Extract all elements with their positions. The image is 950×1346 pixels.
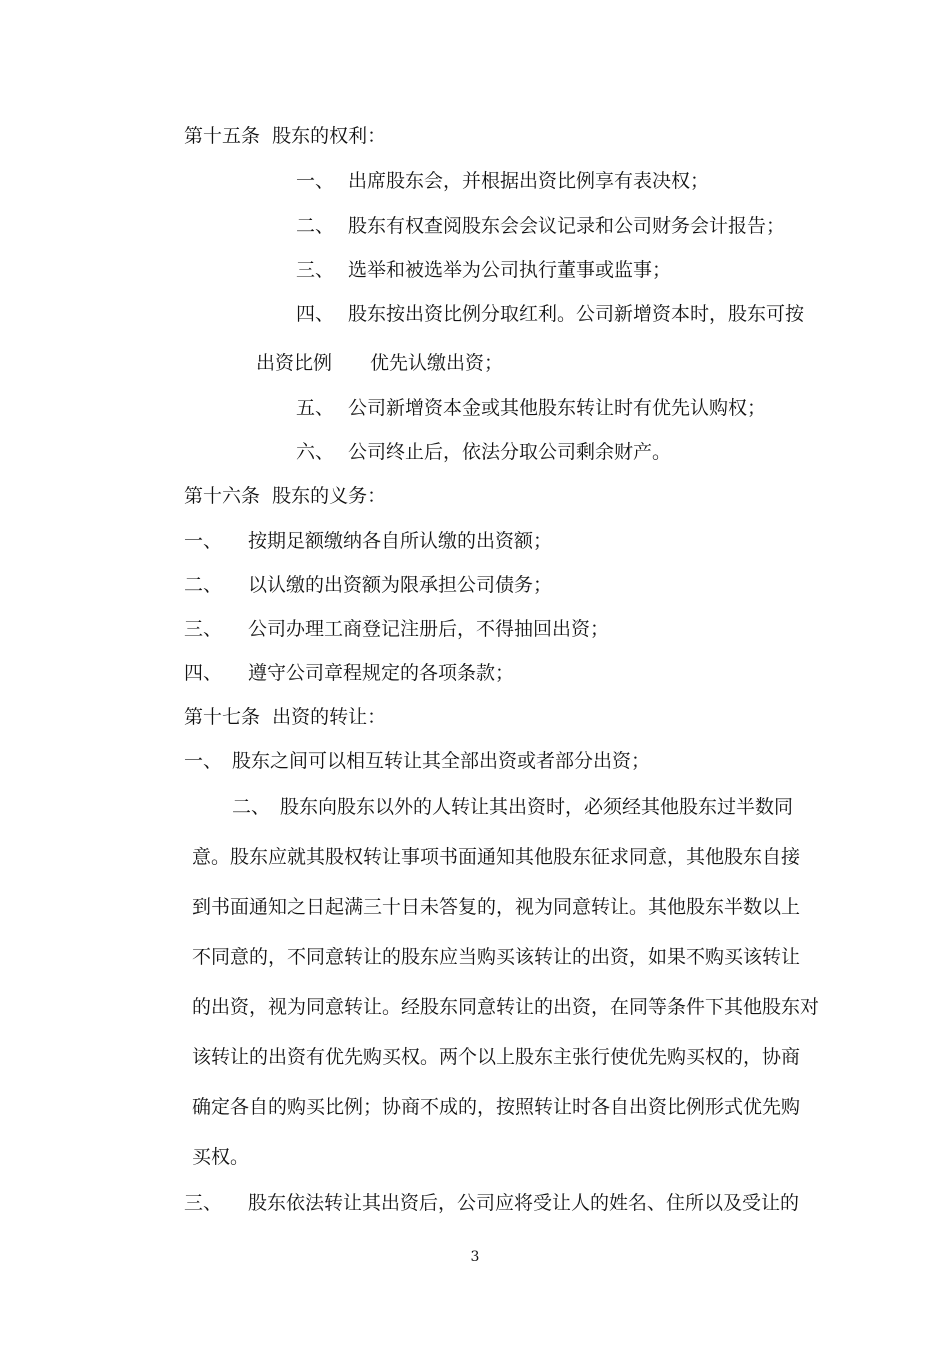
item-text: 公司终止后，依法分取公司剩余财产。 — [348, 441, 672, 463]
page-number: 3 — [470, 1249, 480, 1265]
article-17-item-2-line-4: 不同意的，不同意转让的股东应当购买该转让的出资，如果不购买该转让 — [192, 946, 801, 968]
item-text: 选举和被选举为公司执行董事或监事； — [348, 259, 672, 281]
item-text: 公司办理工商登记注册后，不得抽回出资； — [248, 618, 610, 640]
article-17-title: 第十七条 出资的转让： — [184, 706, 387, 728]
article-17-item-2-line-8: 买权。 — [192, 1146, 250, 1168]
item-number: 四、 — [184, 662, 223, 684]
article-16-title: 第十六条 股东的义务： — [184, 485, 387, 507]
article-17-item-2-line-7: 确定各自的购买比例；协商不成的，按照转让时各自出资比例形式优先购 — [192, 1096, 801, 1118]
continuation-part-a: 出资比例 — [256, 352, 333, 374]
item-text: 按期足额缴纳各自所认缴的出资额； — [248, 530, 553, 552]
article-17-item-2-line-6: 该转让的出资有优先购买权。两个以上股东主张行使优先购买权的，协商 — [192, 1046, 801, 1068]
item-number: 一、 — [184, 530, 223, 552]
article-15-title: 第十五条 股东的权利： — [184, 125, 387, 147]
item-number: 一、 — [296, 170, 335, 192]
item-number: 三、 — [184, 1192, 223, 1214]
continuation-part-b: 优先认缴出资； — [370, 352, 504, 374]
article-17-item-2-line-1 — [232, 795, 793, 819]
article-16-item-2 — [184, 573, 552, 597]
item-text: 遵守公司章程规定的各项条款； — [248, 662, 515, 684]
article-17-item-2-line-5: 的出资，视为同意转让。经股东同意转让的出资，在同等条件下其他股东对 — [192, 996, 820, 1018]
item-number: 二、 — [184, 574, 223, 596]
article-15-item-1 — [296, 169, 709, 193]
item-text: 以认缴的出资额为限承担公司债务； — [248, 574, 553, 596]
article-17-item-2-line-3: 到书面通知之日起满三十日未答复的，视为同意转让。其他股东半数以上 — [192, 896, 801, 918]
item-number: 五、 — [296, 397, 335, 419]
article-16-item-3 — [184, 617, 609, 641]
item-number: 四、 — [296, 303, 335, 325]
article-15-item-5 — [296, 396, 766, 420]
item-text: 公司新增资本金或其他股东转让时有优先认购权； — [348, 397, 767, 419]
article-15-item-2 — [296, 214, 785, 238]
item-text: 股东向股东以外的人转让其出资时，必须经其他股东过半数同 — [280, 796, 794, 818]
item-number: 二、 — [296, 215, 335, 237]
article-16-item-4 — [184, 661, 514, 685]
article-17-item-3 — [184, 1191, 799, 1215]
article-15-item-4-continuation — [256, 351, 503, 375]
item-text: 股东有权查阅股东会会议记录和公司财务会计报告； — [348, 215, 786, 237]
item-text: 出席股东会，并根据出资比例享有表决权； — [348, 170, 710, 192]
item-number: 一、 — [184, 750, 223, 772]
article-15-item-3 — [296, 258, 671, 282]
item-text: 股东按出资比例分取红利。公司新增资本时，股东可按 — [348, 303, 805, 325]
article-15-item-6 — [296, 440, 671, 464]
article-15-item-4 — [296, 302, 804, 326]
article-16-item-1 — [184, 529, 552, 553]
item-number: 二、 — [232, 796, 271, 818]
item-number: 三、 — [296, 259, 335, 281]
item-text: 股东依法转让其出资后，公司应将受让人的姓名、住所以及受让的 — [248, 1192, 800, 1214]
article-17-item-1 — [184, 749, 650, 773]
article-17-item-2-line-2: 意。股东应就其股权转让事项书面通知其他股东征求同意，其他股东自接 — [192, 846, 801, 868]
item-number: 六、 — [296, 441, 335, 463]
item-number: 三、 — [184, 618, 223, 640]
item-text: 股东之间可以相互转让其全部出资或者部分出资； — [232, 750, 651, 772]
